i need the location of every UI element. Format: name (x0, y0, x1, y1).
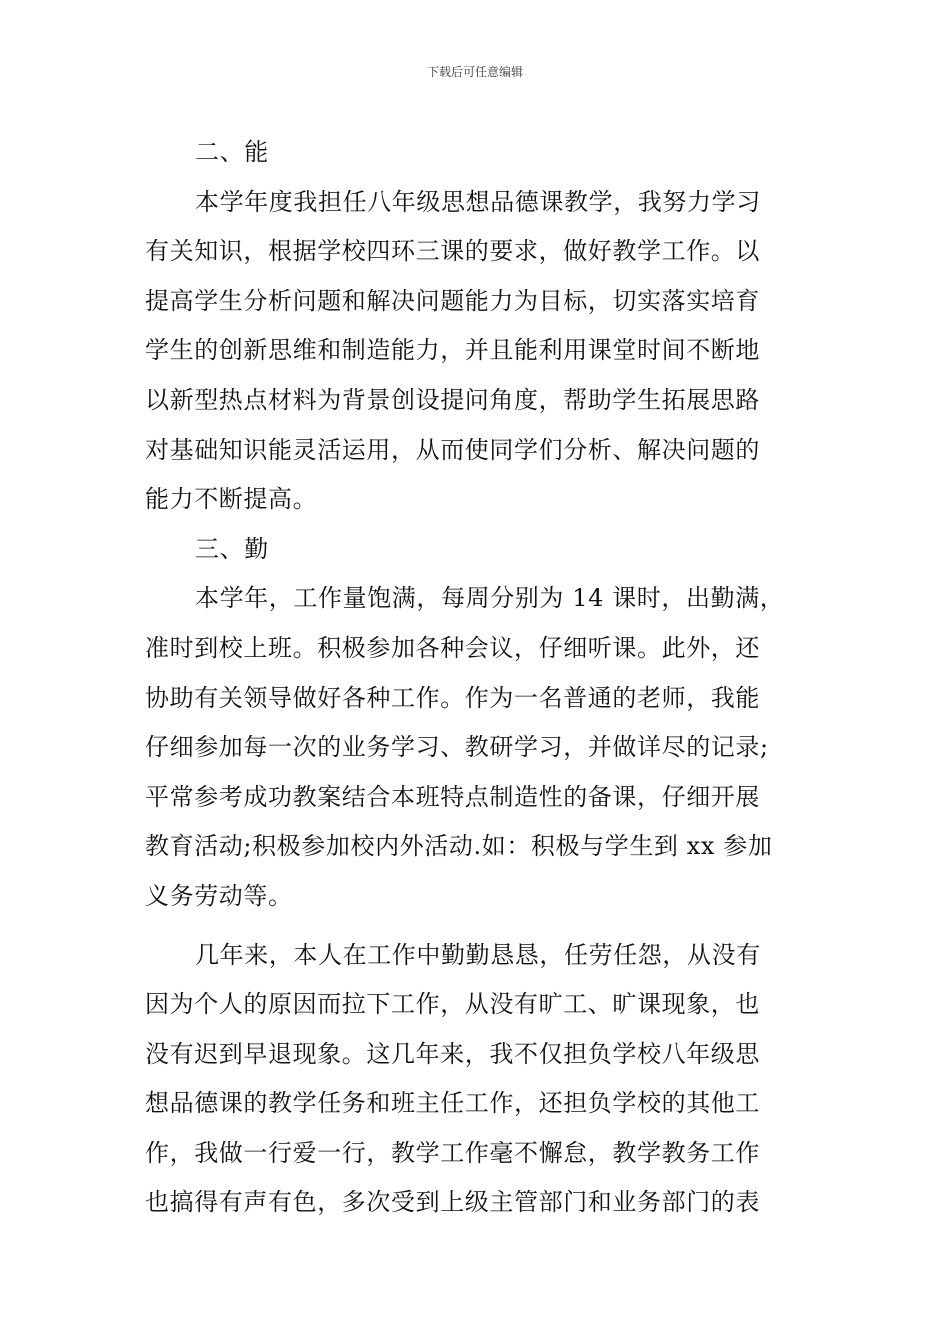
text-line: 学生的创新思维和制造能力，并且能利用课堂时间不断地 (145, 336, 760, 365)
text-line: 义务劳动等。 (145, 881, 293, 910)
section-heading: 二、能 (195, 138, 269, 166)
text-line: 准时到校上班。积极参加各种会议，仔细听课。此外，还 (145, 633, 760, 662)
text-line: 本学年度我担任八年级思想品德课教学，我努力学习 (195, 187, 761, 216)
text-line: 仔细参加每一次的业务学习、教研学习，并做详尽的记录; (145, 733, 769, 762)
document-body (145, 128, 807, 1228)
text-line: 教育活动;积极参加校内外活动.如：积极与学生到 xx 参加 (145, 832, 773, 861)
text-line: 协助有关领导做好各种工作。作为一名普通的老师，我能 (145, 683, 760, 712)
text-line: 也搞得有声有色，多次受到上级主管部门和业务部门的表 (145, 1188, 760, 1217)
text-line: 没有迟到早退现象。这几年来，我不仅担负学校八年级思 (145, 1039, 760, 1068)
paragraph (145, 178, 807, 525)
paragraph-gap (145, 922, 807, 931)
text-line: 几年来，本人在工作中勤勤恳恳，任劳任怨，从没有 (195, 940, 761, 969)
text-line: 想品德课的教学任务和班主任工作，还担负学校的其他工 (145, 1089, 760, 1118)
text-line: 本学年，工作量饱满，每周分别为 14 课时，出勤满， (195, 584, 785, 613)
text-line: 有关知识，根据学校四环三课的要求，做好教学工作。以 (145, 237, 760, 266)
text-line: 平常参考成功教案结合本班特点制造性的备课，仔细开展 (145, 782, 760, 811)
text-line: 能力不断提高。 (145, 485, 318, 514)
paragraph (145, 574, 807, 921)
text-line: 提高学生分析问题和解决问题能力为目标，切实落实培育 (145, 286, 760, 315)
text-line: 因为个人的原因而拉下工作，从没有旷工、旷课现象，也 (145, 990, 760, 1019)
paragraph (145, 931, 807, 1229)
text-line: 作，我做一行爱一行，教学工作毫不懈怠，教学教务工作 (145, 1138, 760, 1167)
section-heading: 三、勤 (195, 534, 269, 563)
text-line: 以新型热点材料为背景创设提问角度，帮助学生拓展思路 (145, 385, 760, 414)
page-header-note: 下载后可任意编辑 (426, 65, 523, 79)
text-line: 对基础知识能灵活运用，从而使同学们分析、解决问题的 (145, 435, 760, 464)
